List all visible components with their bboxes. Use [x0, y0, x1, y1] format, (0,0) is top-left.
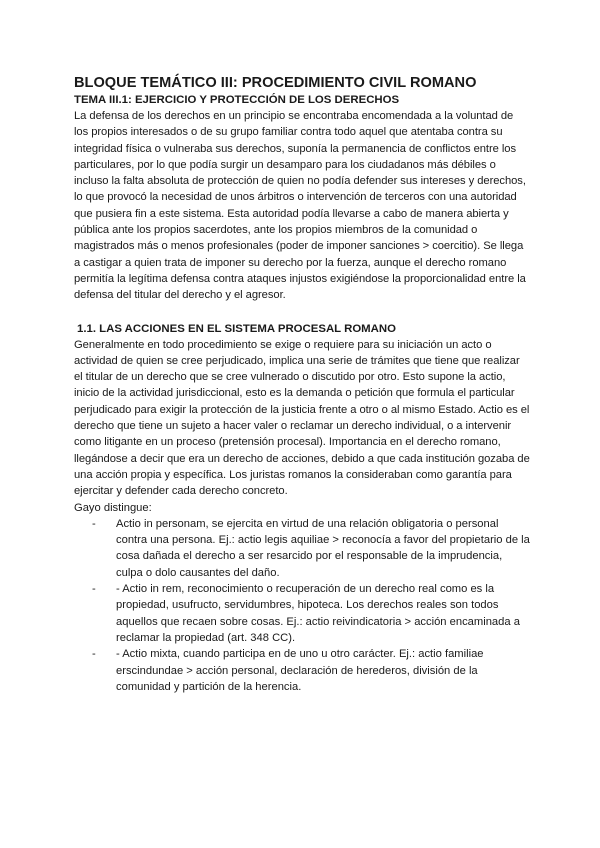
gayo-intro: Gayo distingue:: [74, 501, 152, 514]
list-item: [74, 581, 530, 646]
actions-list: [74, 516, 530, 695]
list-item: [74, 646, 530, 695]
bullet-dash: -: [92, 583, 96, 596]
document-page: [74, 74, 530, 695]
intro-paragraph: La defensa de los derechos en un principio se encontraba encomendada a la voluntad de los propios interesados o de su grupo familiar contra todo aquel que atentaba contra su integridad física o vulneraba sus derechos, suponía la permanencia de conflictos entre los particulares, por lo que podía surgir un desamparo para los ciudadanos más débiles o incluso la falta absoluta de protección de quien no podía defender sus intereses y derechos, lo que provocó la necesidad de unos árbitros o intervención de terceros con una autoridad que pusiera fin a este sistema. Esta autoridad podía llevarse a cabo de manera abierta y pública ante los propios sacerdotes, ante los propios miembros de la comunidad o magistrados más o menos profesionales (poder de imponer sanciones > coercitio). Se llega a castigar a quien trata de imponer su derecho por la fuerza, aunque el derecho romano permitía la legítima defensa contra ataques injustos exigiéndose la proporcionalidad entre la defensa del titular del derecho y el agresor.: [74, 110, 526, 302]
list-item: [74, 516, 530, 581]
section-paragraph: Generalmente en todo procedimiento se exige o requiere para su iniciación un acto o actividad de quien se cree perjudicado, implica una serie de trámites que tiene que realizar el titular de un derecho que se cree vulnerado o discutido por otro. Esto supone la actio, inicio de la actividad jurisdiccional, esto es la demanda o petición que formula el particular perjudicado para exigir la protección de la justicia frente a otro o al mismo Estado. Actio es el derecho que tiene un sujeto a hacer valer o reclamar un derecho individual, o a intervenir como litigante en un proceso (pretensión procesal). Importancia en el derecho romano, llegándose a decir que era un derecho de acciones, debido a que cada institución gozaba de una acción propia y específica. Los juristas romanos la consideraban como garantía para ejercitar y defender cada derecho concreto.: [74, 338, 530, 498]
list-item-text: - Actio mixta, cuando participa en de uno u otro carácter. Ej.: actio familiae erscindundae > acción personal, declaración de herederos, división de la comunidad y partición de la herencia.: [116, 648, 484, 693]
bullet-dash: -: [92, 517, 96, 530]
list-item-text: - Actio in rem, reconocimiento o recuperación de un derecho real como es la propiedad, usufructo, servidumbres, hipoteca. Los derechos reales son todos aquellos que recaen sobre cosas. Ej.: actio reivindicatoria > acción encaminada a reclamar la propiedad (art. 348 CC).: [116, 583, 520, 644]
section-heading: 1.1. LAS ACCIONES EN EL SISTEMA PROCESAL ROMANO: [77, 322, 396, 335]
document-title: BLOQUE TEMÁTICO III: PROCEDIMIENTO CIVIL ROMANO: [74, 75, 477, 91]
list-item-text: Actio in personam, se ejercita en virtud de una relación obligatoria o personal contra una persona. Ej.: actio legis aquiliae > reconocía a favor del propietario de la cosa dañada el derecho a ser resarcido por el responsable de la imprudencia, culpa o dolo causantes del daño.: [116, 517, 530, 579]
topic-title: TEMA III.1: EJERCICIO Y PROTECCIÓN DE LOS DERECHOS: [74, 94, 400, 106]
bullet-dash: -: [92, 648, 96, 661]
